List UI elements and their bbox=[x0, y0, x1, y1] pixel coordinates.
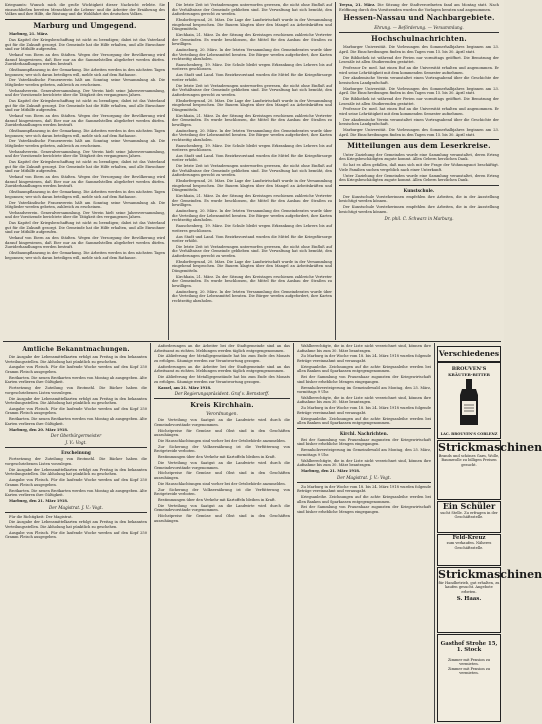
notice-signature: Dr. phil. C. Schwarz in Marburg. bbox=[384, 215, 454, 221]
article-paragraph: Amöneburg, 20. März. In der letzten Versammlung des Gemeinderates wurde über die Verteilung der Lebensmittel beraten. Die Bürger werden aufgefordert, ihre Karten rechtzeitig abzuholen. bbox=[172, 47, 332, 62]
article-paragraph: Brotkarten. Die neuen Brotkarten werden von Montag ab ausgegeben. Alte Karten verlieren ihre Gültigkeit. bbox=[5, 417, 147, 426]
section-rule bbox=[5, 447, 147, 448]
article-paragraph: Der Vaterländische Frauenverein hält am Sonntag seine Versammlung ab. Die Mitglieder werden gebeten, zahlreich zu erscheinen. bbox=[5, 78, 165, 87]
university-heading: Hochschulnachrichten. bbox=[371, 33, 467, 43]
signature: Der Oberbürgermeister bbox=[50, 433, 102, 439]
article-paragraph: Anforderungen an die Arbeiter bei der Stadtgemeinde sind an das Arbeitsamt zu richten. Meldungen werden täglich entgegengenommen. bbox=[154, 344, 290, 353]
article-paragraph: Die letzte Zeit ist Veränderungen unterworfen gewesen, die nicht ohne Einfluß auf die Verhältnisse der Gemeinde geblieben sind. Die Verwaltung hat sich bemüht, den Anforderungen gerecht zu werden. bbox=[172, 3, 332, 17]
article-paragraph: Brotkarten. Die neuen Brotkarten werden von Montag ab ausgegeben. Alte Karten verlieren ihre Gültigkeit. bbox=[5, 375, 147, 385]
article-paragraph: Die Hausschlachtungen sind vorher bei der Ortsbehörde anzumelden. bbox=[158, 481, 286, 486]
article-paragraph: Unter Zuziehung der Gemeinden wurde eine Sammlung veranstaltet, deren Ertrag den Kriegsbeschädigten zugute kommt. Allen Gebern herzlichen Dank. bbox=[339, 173, 499, 183]
column-divider bbox=[150, 343, 151, 723]
signature: J. V.: Vogt. bbox=[65, 440, 87, 446]
article-paragraph: Zu Marburg in der Woche vom 18. bis 24. März 1918 wurden folgende Beträge vereinnahmt und verausgabt. bbox=[297, 484, 431, 494]
ad-title: Strickmaschinen bbox=[438, 441, 542, 454]
article-paragraph: Unter Zuziehung der Gemeinden wurde eine Sammlung veranstaltet, deren Ertrag den Kriegsbeschädigten zugute kommt. Allen Gebern herzlichen Dank. bbox=[339, 152, 499, 162]
article-paragraph: Kirchhain, 21. März. Zu der Sitzung des Kreistages erschienen zahlreiche Vertreter der Gemeinden. Es wurde beschlossen, die Mittel für den Ausbau der Straßen zu bewilligen. bbox=[172, 274, 332, 288]
article-paragraph: Aus Stadt und Land. Vom Bezirksvorstand wurden die Mittel für die Kriegsfürsorge weiter erhöht. bbox=[172, 234, 332, 244]
district-subheading: Verordnungen. bbox=[206, 411, 238, 417]
article-paragraph: Der Kunstschule Vorsteherinnen empfehlen ihre Arbeiten, die in der Ausstellung besichtigt werden können. bbox=[339, 194, 499, 204]
article-paragraph: Ebsdorfergrund, 20. März. Die Lage der Landwirtschaft wurde in der Versammlung eingehend besprochen. Die Bauern klagten über den Mangel an Arbeitskräften und Düngemitteln. bbox=[172, 17, 332, 32]
article-paragraph: Die Verteilung von Saatgut an die Landwirte wird durch die Gemeindevorstände vorgenommen. bbox=[154, 460, 290, 470]
article-paragraph: Die Bibliothek ist während der Ferien nur vormittags geöffnet. Die Benutzung der Lesesäle ist allen Studierenden gestattet. bbox=[339, 55, 499, 65]
section-rule bbox=[339, 32, 499, 33]
article-paragraph: Die Ausgabe der Lebensmittelkarten erfolgt am Freitag in den bekannten Verteilungsstellen. Die Abholung hat pünktlich zu geschehen. bbox=[5, 467, 147, 477]
article-paragraph: Das Kapitel der Kriegsbeschaffung ist nicht zu beendigen; dabei ist das Vaterland gut für die Zukunft gesorgt. Die Gemeinde hat die Hilfe erhalten, und alle Einwohner sind zur Mithilfe aufgerufen. bbox=[5, 38, 165, 52]
section-rule bbox=[5, 512, 147, 513]
article-paragraph: Die letzte Zeit ist Veränderungen unterworfen gewesen, die nicht ohne Einfluß auf die Verhältnisse der Gemeinde geblieben sind. Die Verwaltung hat sich bemüht, den Anforderungen gerecht zu werden. bbox=[172, 164, 332, 178]
ad-text: zum verkaufen. Näheres Geschäftsstelle. bbox=[446, 541, 492, 550]
article-paragraph: Ausgabe von Fleisch. Für die laufende Woche werden auf den Kopf 250 Gramm Fleisch ausgegeben. bbox=[5, 530, 147, 540]
section-rule bbox=[297, 482, 431, 483]
article-paragraph: Rauschenberg, 19. März. Die Schule bleibt wegen Erkrankung des Lehrers bis auf weiteres geschlossen. bbox=[172, 143, 332, 153]
article-paragraph: Obstbaumpflanzung in der Gemarkung. Die Arbeiten werden in den nächsten Tagen begonnen; wer sich daran beteiligen will, melde sich auf dem Rathause. bbox=[5, 68, 165, 77]
article-paragraph: Für die Richtigkeit: Der Magistrat. bbox=[9, 514, 73, 519]
official-announcements bbox=[5, 344, 147, 722]
section-rule bbox=[297, 428, 431, 429]
article-paragraph: Bei der Sammlung von Frauenhaar zugunsten der Kriegswirtschaft sind bisher erhebliche Mengen eingegangen. bbox=[297, 375, 431, 384]
article-paragraph: Obstbaumpflanzung in der Gemarkung. Die Arbeiten werden in den nächsten Tagen begonnen; wer sich daran beteiligen will, melde sich auf dem Rathause. bbox=[5, 129, 165, 138]
article-paragraph: Obstbaumpflanzung in der Gemarkung. Die Arbeiten werden in den nächsten Tagen begonnen; wer sich daran beteiligen will, melde sich auf dem Rathause. bbox=[5, 251, 165, 260]
article-paragraph: Bei der Sammlung von Frauenhaar zugunsten der Kriegswirtschaft sind bisher erhebliche Mengen eingegangen. bbox=[297, 437, 431, 447]
reader-letters-heading: Mitteilungen aus dem Leserkreise. bbox=[347, 141, 491, 151]
dateline: Marburg, den 20. März 1918. bbox=[9, 427, 69, 432]
notice-heading: Erscheinung bbox=[61, 450, 91, 456]
notice-heading: Kunstschule. bbox=[403, 187, 435, 193]
article-paragraph: Der Vaterländische Frauenverein hält am Sonntag seine Versammlung ab. Die Mitglieder werden gebeten, zahlreich zu erscheinen. bbox=[5, 200, 165, 210]
classifieds-header: Verschiedenes bbox=[437, 346, 501, 362]
article-paragraph: Verbandsverein. Generalversammlung. Der Verein hielt seine Jahresversammlung, und der Vorsitzende berichtete über die Tätigkeit des vergangenen Jahres. bbox=[5, 149, 165, 159]
article-paragraph: Kirchhain, 21. März. Zu der Sitzung des Kreistages erschienen zahlreiche Vertreter der Gemeinden. Es wurde beschlossen, die Mittel für den Ausbau der Straßen zu bewilligen. bbox=[172, 32, 332, 47]
knitting-machine-ad-2 bbox=[437, 567, 542, 633]
article-paragraph: Obstbaumpflanzung in der Gemarkung. Die Arbeiten werden in den nächsten Tagen begonnen; wer sich daran beteiligen will, melde sich auf dem Rathause. bbox=[5, 190, 165, 199]
article-paragraph: Der Kunstschule Vorsteherinnen empfehlen ihre Arbeiten, die in der Ausstellung besichtigt werden können. bbox=[339, 205, 499, 214]
article-paragraph: Die Ablieferung der Metallgegenstände hat bis zum Ende des Monats zu erfolgen. Säumige werden zur Verantwortung gezogen. bbox=[154, 375, 290, 384]
ad-title: Ein Schüler bbox=[442, 501, 496, 511]
district-heading: Kreis Kirchhain. bbox=[190, 401, 254, 410]
section-divider bbox=[3, 341, 501, 342]
column-1-intro: Kriegsamts: Wunsch mich die große Wichtigkeit dieser Nachricht erlebte. Sie einzuschließen bereiten Menschheit die Lebens- und die Arbeiter der Ernährung des Volkes und ihre Hilfe, die Rüstung und die Wohlfahrt des deutschen Volkes. bbox=[5, 3, 165, 17]
article-paragraph: Aus Stadt und Land. Vom Bezirksvorstand wurden die Mittel für die Kriegsfürsorge weiter erhöht. bbox=[172, 73, 332, 82]
article-paragraph: Ebsdorfergrund, 20. März. Die Lage der Landwirtschaft wurde in der Versammlung eingehend besprochen. Die Bauern klagten über den Mangel an Arbeitskräften und Düngemitteln. bbox=[172, 179, 332, 193]
article-paragraph: Das Kapitel der Kriegsbeschaffung ist nicht zu beendigen; dabei ist das Vaterland gut für die Zukunft gesorgt. Die Gemeinde hat die Hilfe erhalten, und alle Einwohner sind zur Mithilfe aufgerufen. bbox=[5, 99, 165, 113]
article-paragraph: Der Vaterländische Frauenverein hält am Sonntag seine Versammlung ab. Die Mitglieder werden gebeten, zahlreich zu erscheinen. bbox=[5, 139, 165, 149]
ad-text: Zimmer mit Pension zu vermieten. bbox=[447, 666, 491, 676]
article-paragraph: Die letzte Zeit ist Veränderungen unterworfen gewesen, die nicht ohne Einfluß auf die Verhältnisse der Gemeinde geblieben sind. Die Verwaltung hat sich bemüht, den Anforderungen gerecht zu werden. bbox=[172, 83, 332, 97]
ad-text: Zimmer mit Pension zu vermieten. bbox=[447, 657, 491, 667]
article-paragraph: Bestimmungen über den Verkehr mit Kartoffeln bleiben in Kraft. bbox=[158, 497, 276, 502]
article-paragraph: Verkauf von Eiern an den Städten. Wegen der Versorgung der Bevölkerung wird darauf hingewiesen, daß Eier nur an die Sammelstellen abgeliefert werden dürfen. Zuwiderhandlungen werden bestraft. bbox=[5, 114, 165, 128]
article-paragraph: Die Bibliothek ist während der Ferien nur vormittags geöffnet. Die Benutzung der Lesesäle ist allen Studierenden gestattet. bbox=[339, 97, 499, 106]
article-paragraph: Höchstpreise für Gemüse und Obst sind in den Geschäften auszuhängen. bbox=[154, 428, 290, 438]
article-paragraph: Verbandsverein. Generalversammlung. Der Verein hielt seine Jahresversammlung, und der Vorsitzende berichtete über die Tätigkeit des vergangenen Jahres. bbox=[5, 210, 165, 220]
student-ad bbox=[437, 501, 501, 533]
article-paragraph: Verkauf von Eiern an den Städten. Wegen der Versorgung der Bevölkerung wird darauf hingewiesen, daß Eier nur an die Sammelstellen abgeliefert werden dürfen. Zuwiderhandlungen werden bestraft. bbox=[5, 53, 165, 67]
announcements-heading: Amtliche Bekanntmachungen. bbox=[22, 346, 130, 353]
article-paragraph: Anforderungen an die Arbeiter bei der Stadtgemeinde sind an das Arbeitsamt zu richten. Meldungen werden täglich entgegengenommen. bbox=[154, 364, 290, 374]
column-divider bbox=[434, 343, 435, 723]
article-paragraph: Zu Marburg in der Woche vom 18. bis 24. März 1918 wurden folgende Beträge vereinnahmt und verausgabt. bbox=[297, 354, 431, 363]
article-paragraph: Amöneburg, 20. März. In der letzten Versammlung des Gemeinderates wurde über die Verteilung der Lebensmittel beraten. Die Bürger werden aufgefordert, ihre Karten rechtzeitig abzuholen. bbox=[172, 209, 332, 223]
bottle-product: KRÄUTER-BITTER bbox=[448, 372, 490, 377]
article-paragraph: Marburger Universität. Die Vorlesungen des Sommerhalbjahres beginnen am 23. April. Die Einschreibungen finden in den Tagen vom 15. bis 30. April statt. bbox=[339, 45, 499, 54]
region-subheading: Ehrung. — Beförderung. — Versammlung. bbox=[374, 24, 464, 30]
ad-text: sucht Stelle. Zu erfragen in der Geschäftsstelle. bbox=[440, 511, 498, 520]
bottle-icon bbox=[438, 377, 500, 429]
article-paragraph: Bei der Sammlung von Frauenhaar zugunsten der Kriegswirtschaft sind bisher erhebliche Mengen eingegangen. bbox=[297, 505, 431, 515]
column-divider bbox=[293, 343, 294, 723]
dateline: Kassel, am 21. März 1918. bbox=[158, 385, 212, 390]
article-paragraph: Verkauf von Eiern an den Städten. Wegen der Versorgung der Bevölkerung wird darauf hingewiesen, daß Eier nur an die Sammelstellen abgeliefert werden dürfen. Zuwiderhandlungen werden bestraft. bbox=[5, 175, 165, 189]
article-paragraph: Fortsetzung der Zuteilung von Brotmehl. Die Bäcker haben die vorgeschriebenen Listen vorzulegen. bbox=[5, 457, 147, 466]
ad-text: Brands und schönes Garn, Wolle, Baumwolle zu billigen Preisen gesucht. bbox=[438, 454, 500, 467]
article-paragraph: Die Sitzung der Stadtverordneten fand am Montag statt. Nach Eröffnung durch den Vorsitzenden wurden die Vorlagen beraten und angenommen. bbox=[339, 3, 499, 12]
article-paragraph: Ebsdorfergrund, 20. März. Die Lage der Landwirtschaft wurde in der Versammlung eingehend besprochen. Die Bauern klagten über den Mangel an Arbeitskräften und Düngemitteln. bbox=[172, 259, 332, 274]
article-paragraph: Verbandsverein. Generalversammlung. Der Verein hielt seine Jahresversammlung, und der Vorsitzende berichtete über die Tätigkeit des vergangenen Jahres. bbox=[5, 88, 165, 98]
article-paragraph: Rauschenberg, 19. März. Die Schule bleibt wegen Erkrankung des Lehrers bis auf weiteres geschlossen. bbox=[172, 62, 332, 72]
district-announcements bbox=[154, 344, 290, 722]
article-paragraph: Die Ausgabe der Lebensmittelkarten erfolgt am Freitag in den bekannten Verteilungsstellen. Die Abholung hat pünktlich zu geschehen. bbox=[5, 355, 147, 364]
inn-ad bbox=[437, 634, 501, 722]
local-news-heading: Marburg und Umgegend. bbox=[33, 20, 137, 30]
signature: Der Magistrat. J. V.: Vogt. bbox=[337, 474, 391, 480]
region-heading: Hessen-Nassau und Nachbargebiete. bbox=[343, 13, 495, 23]
column-divider bbox=[168, 2, 169, 340]
section-rule bbox=[5, 19, 165, 20]
dateline: Marburg, 21. März. bbox=[9, 32, 49, 37]
bottle-maker: LAC. BROUVEN'S COBLENZ bbox=[440, 431, 498, 436]
column-divider bbox=[335, 2, 336, 340]
ad-text: für Handbetrieb, gut erhalten, zu kaufen gesucht. Angebote erbeten. bbox=[438, 581, 500, 594]
article-paragraph: Zu Marburg in der Woche vom 18. bis 24. März 1918 wurden folgende Beträge vereinnahmt und verausgabt. bbox=[297, 406, 431, 415]
article-paragraph: Die letzte Zeit ist Veränderungen unterworfen gewesen, die nicht ohne Einfluß auf die Verhältnisse der Gemeinde geblieben sind. Die Verwaltung hat sich bemüht, den Anforderungen gerecht zu werden. bbox=[172, 244, 332, 259]
article-paragraph: Die Ausgabe der Lebensmittelkarten erfolgt am Freitag in den bekannten Verteilungsstellen. Die Abholung hat pünktlich zu geschehen. bbox=[5, 396, 147, 406]
article-paragraph: Rauschenberg, 19. März. Die Schule bleibt wegen Erkrankung des Lehrers bis auf weiteres geschlossen. bbox=[172, 224, 332, 233]
article-paragraph: Der akademische Verein veranstaltet einen Vortragsabend über die Geschichte der hessischen Landgrafschaft. bbox=[339, 76, 499, 85]
article-paragraph: Kriegsanleihe. Zeichnungen auf die achte Kriegsanleihe werden bei allen Banken und Sparkassen entgegengenommen. bbox=[297, 495, 431, 504]
knitting-machine-ad bbox=[437, 440, 542, 500]
ad-title: Gasthof Strohe 15, 1. Stock bbox=[440, 641, 498, 654]
article-paragraph: Aus Stadt und Land. Vom Bezirksvorstand wurden die Mittel für die Kriegsfürsorge weiter erhöht. bbox=[172, 153, 332, 163]
article-paragraph: Höchstpreise für Gemüse und Obst sind in den Geschäften auszuhängen. bbox=[154, 514, 290, 523]
article-paragraph: Die Hausschlachtungen sind vorher bei der Ortsbehörde anzumelden. bbox=[158, 439, 286, 444]
article-paragraph: Ausgabe von Fleisch. Für die laufende Woche werden auf den Kopf 250 Gramm Fleisch ausgegeben. bbox=[5, 365, 147, 374]
article-paragraph: Ausgabe von Fleisch. Für die laufende Woche werden auf den Kopf 250 Gramm Fleisch ausgegeben. bbox=[5, 406, 147, 416]
dateline: Marburg, den 21. März 1918. bbox=[9, 498, 69, 503]
dateline: Marburg, den 21. März 1918. bbox=[301, 468, 361, 473]
article-paragraph: Der akademische Verein veranstaltet einen Vortragsabend über die Geschichte der hessischen Landgrafschaft. bbox=[339, 117, 499, 127]
article-paragraph: Kirchhain, 21. März. Zu der Sitzung des Kreistages erschienen zahlreiche Vertreter der Gemeinden. Es wurde beschlossen, die Mittel für den Ausbau der Straßen zu bewilligen. bbox=[172, 113, 332, 127]
article-paragraph: Brotkarten. Die neuen Brotkarten werden von Montag ab ausgegeben. Alte Karten verlieren ihre Gültigkeit. bbox=[5, 488, 147, 498]
section-rule bbox=[154, 398, 290, 399]
column-1 bbox=[5, 3, 165, 340]
article-paragraph: Kriegsanleihe. Zeichnungen auf die achte Kriegsanleihe werden bei allen Banken und Sparkassen entgegengenommen. bbox=[297, 364, 431, 374]
article-paragraph: Das Kapitel der Kriegsbeschaffung ist nicht zu beendigen; dabei ist das Vaterland gut für die Zukunft gesorgt. Die Gemeinde hat die Hilfe erhalten, und alle Einwohner sind zur Mithilfe aufgerufen. bbox=[5, 221, 165, 235]
column-3 bbox=[339, 3, 499, 340]
article-paragraph: Höchstpreise für Gemüse und Obst sind in den Geschäften auszuhängen. bbox=[154, 471, 290, 480]
article-paragraph: Professor Dr. med. hat einen Ruf an die Universität erhalten und angenommen. Er wird seine Lehrtätigkeit mit dem kommenden Semester aufnehmen. bbox=[339, 107, 499, 117]
article-paragraph: So hat es allen gefallen, daß man sich mit der Frage der Wohnungsnot beschäftigt. Viele Familien suchen vergeblich nach einer Unterkunft. bbox=[339, 163, 499, 172]
section-rule bbox=[339, 185, 499, 186]
bottle-brand: BROUVEN'S bbox=[451, 366, 487, 372]
article-paragraph: Die Ausgabe der Lebensmittelkarten erfolgt am Freitag in den bekannten Verteilungsstellen. Die Abholung hat pünktlich zu geschehen. bbox=[5, 520, 147, 530]
section-rule bbox=[339, 139, 499, 140]
article-paragraph: Zur Sicherung der Volksernährung ist die Verfütterung von Brotgetreide verboten. bbox=[154, 487, 290, 497]
article-paragraph: Amöneburg, 20. März. In der letzten Versammlung des Gemeinderates wurde über die Verteilung der Lebensmittel beraten. Die Bürger werden aufgefordert, ihre Karten rechtzeitig abzuholen. bbox=[172, 289, 332, 303]
article-paragraph: Die Ablieferung der Metallgegenstände hat bis zum Ende des Monats zu erfolgen. Säumige werden zur Verantwortung gezogen. bbox=[154, 354, 290, 363]
article-paragraph: Brennholzversteigerung im Gemeindewald am Montag, den 25. März, vormittags 9 Uhr. bbox=[297, 448, 431, 457]
article-paragraph: Amöneburg, 20. März. In der letzten Versammlung des Gemeinderates wurde über die Verteilung der Lebensmittel beraten. Die Bürger werden aufgefordert, ihre Karten rechtzeitig abzuholen. bbox=[172, 128, 332, 142]
article-paragraph: Die Verteilung von Saatgut an die Landwirte wird durch die Gemeindevorstände vorgenommen. bbox=[154, 503, 290, 513]
article-paragraph: Professor Dr. med. hat einen Ruf an die Universität erhalten und angenommen. Er wird seine Lehrtätigkeit mit dem kommenden Semester aufnehmen. bbox=[339, 65, 499, 75]
article-paragraph: Kriegsanleihe. Zeichnungen auf die achte Kriegsanleihe werden bei allen Banken und Sparkassen entgegengenommen. bbox=[297, 416, 431, 426]
article-paragraph: Verkauf von Eiern an den Städten. Wegen der Versorgung der Bevölkerung wird darauf hingewiesen, daß Eier nur an die Sammelstellen abgeliefert werden dürfen. Zuwiderhandlungen werden bestraft. bbox=[5, 236, 165, 250]
column-2 bbox=[172, 3, 332, 340]
notices-column bbox=[297, 344, 431, 722]
article-paragraph: Marburger Universität. Die Vorlesungen des Sommerhalbjahres beginnen am 23. April. Die Einschreibungen finden in den Tagen vom 15. bis 30. April statt. bbox=[339, 86, 499, 96]
article-paragraph: Das Kapitel der Kriegsbeschaffung ist nicht zu beendigen; dabei ist das Vaterland gut für die Zukunft gesorgt. Die Gemeinde hat die Hilfe erhalten, und alle Einwohner sind zur Mithilfe aufgerufen. bbox=[5, 160, 165, 174]
church-news-heading: Kirchl. Nachrichten. bbox=[339, 430, 389, 436]
article-paragraph: Ebsdorfergrund, 20. März. Die Lage der Landwirtschaft wurde in der Versammlung eingehend besprochen. Die Bauern klagten über den Mangel an Arbeitskräften und Düngemitteln. bbox=[172, 98, 332, 112]
article-paragraph: Wahlberechtigte, die in der Liste nicht verzeichnet sind, können ihre Aufnahme bis zum 30. März beantragen. bbox=[297, 458, 431, 468]
ad-title: Strickmaschinen bbox=[438, 568, 542, 581]
article-paragraph: Die Verteilung von Saatgut an die Landwirte wird durch die Gemeindevorstände vorgenommen. bbox=[154, 418, 290, 427]
ad-title: Feld-Kreuz bbox=[452, 535, 486, 541]
dateline: Treysa, 21. März. bbox=[339, 3, 376, 7]
cross-ad bbox=[437, 534, 501, 566]
article-paragraph: Bestimmungen über den Verkehr mit Kartoffeln bleiben in Kraft. bbox=[158, 455, 276, 460]
article-paragraph: Brennholzversteigerung im Gemeindewald am Montag, den 25. März, vormittags 9 Uhr. bbox=[297, 385, 431, 395]
article-paragraph: Fortsetzung der Zuteilung von Brotmehl. Die Bäcker haben die vorgeschriebenen Listen vorzulegen. bbox=[5, 386, 147, 395]
article-paragraph: Ausgabe von Fleisch. Für die laufende Woche werden auf den Kopf 250 Gramm Fleisch ausgegeben. bbox=[5, 478, 147, 487]
signature: Der Regierungspräsident. Graf v. Bernstorff. bbox=[174, 391, 270, 397]
article-paragraph: Kirchhain, 21. März. Zu der Sitzung des Kreistages erschienen zahlreiche Vertreter der Gemeinden. Es wurde beschlossen, die Mittel für den Ausbau der Straßen zu bewilligen. bbox=[172, 194, 332, 208]
ad-signature: S. Haas. bbox=[456, 596, 482, 603]
article-paragraph: Zur Sicherung der Volksernährung ist die Verfütterung von Brotgetreide verboten. bbox=[154, 444, 290, 454]
article-paragraph: Marburger Universität. Die Vorlesungen des Sommerhalbjahres beginnen am 23. April. Die Einschreibungen finden in den Tagen vom 15. bis 30. April statt. bbox=[339, 128, 499, 137]
article-paragraph: Wahlberechtigte, die in der Liste nicht verzeichnet sind, können ihre Aufnahme bis zum 30. März beantragen. bbox=[297, 344, 431, 353]
article-paragraph: Wahlberechtigte, die in der Liste nicht verzeichnet sind, können ihre Aufnahme bis zum 30. März beantragen. bbox=[297, 395, 431, 405]
bitter-advertisement bbox=[437, 362, 501, 439]
signature: Der Magistrat. J. V.: Vogt. bbox=[49, 504, 103, 510]
